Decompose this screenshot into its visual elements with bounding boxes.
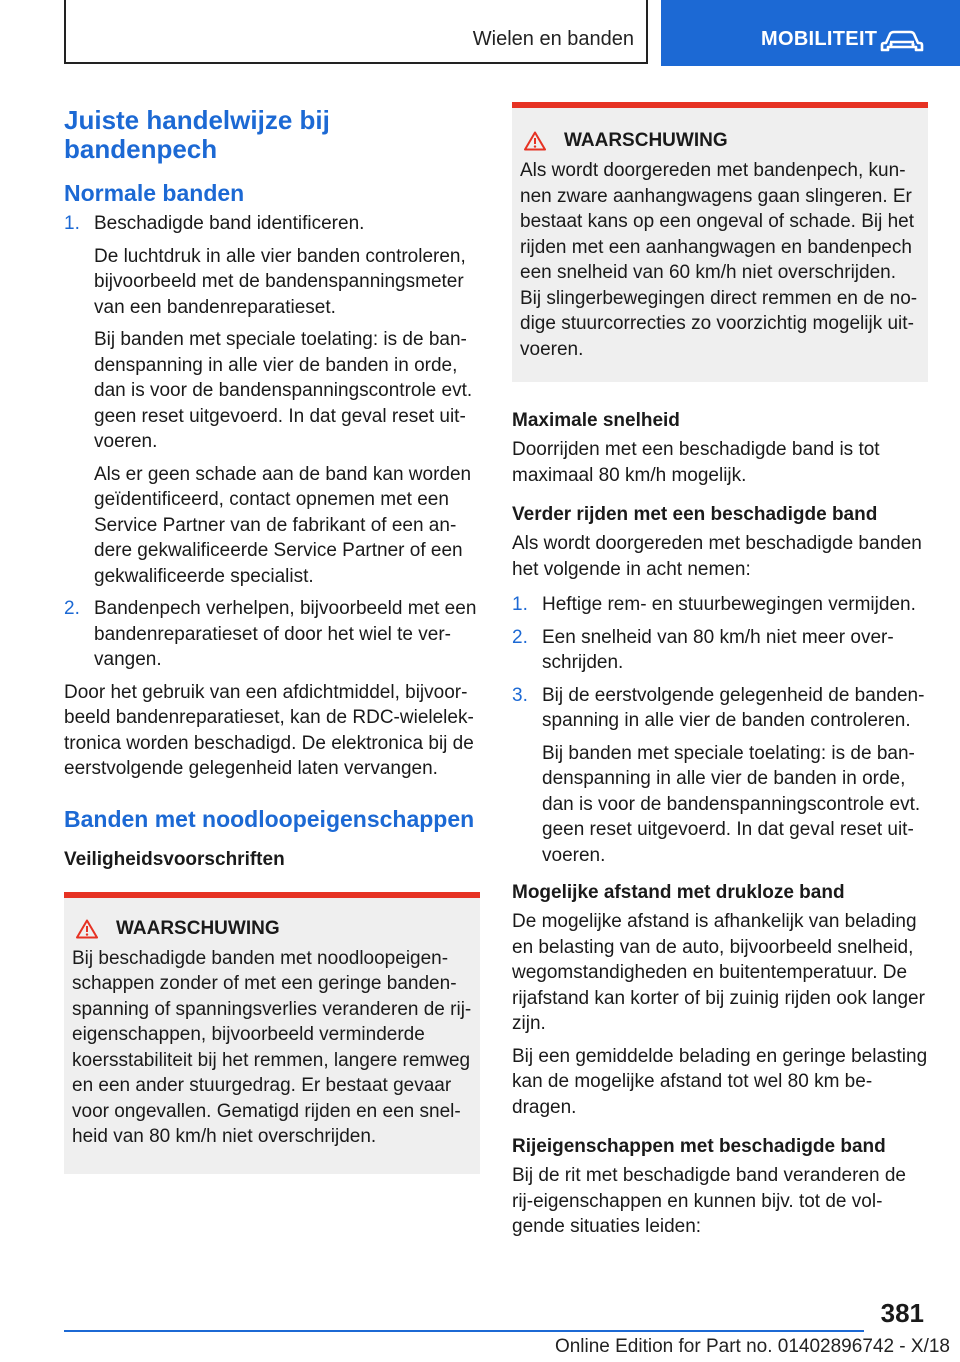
body-paragraph: De mogelijke afstand is afhankelijk van belading en belasting van de auto, bijvoorbeeld snelheid, wegomstandigheden en buitentemperatuur. De rijafstand kan korter of bij zuinig rijden ook langer zijn.	[512, 911, 925, 1034]
car-icon	[880, 29, 924, 53]
warning-label: WAARSCHUWING	[564, 130, 728, 151]
step-paragraph: Als er geen schade aan de band kan worden geïdentificeerd, contact opnemen met een Service Partner van de fabrikant of een andere gekwalificeerde Service Partner of een gekwalificeerde specialist.	[94, 463, 472, 587]
list-item	[64, 211, 480, 237]
list-number: 1.	[512, 594, 528, 615]
list-text: Een snelheid van 80 km/h niet meer overschrijden.	[542, 626, 894, 673]
right-column	[512, 102, 928, 1240]
list-text: Bij de eerstvolgende gelegenheid de bandenspanning in alle vier de banden controleren.	[542, 684, 925, 731]
warning-label: WAARSCHUWING	[116, 917, 280, 939]
body-paragraph: Doorrijden met een beschadigde band is tot maximaal 80 km/h mogelijk.	[512, 439, 880, 486]
body-paragraph: Bij een gemiddelde belading en geringe belasting kan de mogelijke afstand tot wel 80 km bedragen.	[512, 1045, 928, 1118]
warning-box	[512, 102, 928, 382]
body-paragraph: Bij de rit met beschadigde band veranderen de rij-eigenschappen en kunnen bijv. tot de volgende situaties leiden:	[512, 1165, 906, 1237]
list-text: Heftige rem- en stuurbewegingen vermijden.	[542, 594, 916, 615]
warning-header	[520, 130, 920, 152]
step-paragraph: Bij banden met speciale toelating: is de bandenspanning in alle vier de banden in orde, dan is voor de bandenspanningscontrole evt. geen reset uitgevoerd. In dat geval reset uitvoeren.	[94, 329, 473, 452]
heading-continue-driving: Verder rijden met een beschadigde band	[512, 504, 878, 525]
list-item	[512, 592, 928, 618]
body-paragraph: Als wordt doorgereden met beschadigde banden het volgende in acht nemen:	[512, 533, 922, 580]
heading-max-speed: Maximale snelheid	[512, 410, 680, 431]
heading-driving-characteristics: Rijeigenschappen met beschadigde band	[512, 1136, 886, 1157]
warning-header	[72, 918, 472, 940]
heading-safety: Veiligheidsvoorschriften	[64, 848, 285, 870]
body-paragraph: Door het gebruik van een afdichtmiddel, bijvoorbeeld bandenreparatieset, kan de RDC-wielelektronica worden beschadigd. De elektronica bij de eerstvolgende gelegenheid laten vervangen.	[64, 681, 474, 779]
footer-divider	[64, 1330, 864, 1332]
list-number: 3.	[512, 684, 528, 706]
list-number: 1.	[64, 213, 80, 234]
header-section-title: Wielen en banden	[472, 28, 634, 50]
page-number: 381	[880, 1298, 924, 1328]
warning-text: Bij beschadigde banden met noodloopeigenschappen zonder of met een geringe bandenspanning of spanningsverlies veranderen de rijeigenschappen, bijvoorbeeld verminderde koersstabiliteit bij het remmen, langere remweg en een ander stuurgedrag. Er bestaat gevaar voor ongevallen. Gematigd rijden en een snelheid van 80 km/h niet overschrijden.	[72, 947, 472, 1147]
step-paragraph: Bij banden met speciale toelating: is de bandenspanning in alle vier de banden in orde, dan is voor de bandenspanningscontrole evt. geen reset uitgevoerd. In dat geval reset uitvoeren.	[542, 742, 921, 866]
warning-text: Als wordt doorgereden met bandenpech, kunnen zware aanhangwagens gaan slingeren. Er bestaat kans op een ongeval of schade. Bij het rijden met een aanhangwagen en bandenpech een snelheid van 60 km/h niet overschrijden. Bij slingerbewegingen direct remmen en de nodige stuurcorrecties zo voorzichtig mogelijk uitvoeren.	[520, 160, 918, 360]
list-number: 2.	[64, 598, 80, 619]
heading-runflat-tires: Banden met noodloopeigenschappen	[64, 805, 475, 832]
warning-box	[64, 892, 480, 1174]
header-chapter-title: MOBILITEIT	[761, 28, 878, 50]
warning-triangle-icon	[524, 131, 546, 151]
step-paragraph: De luchtdruk in alle vier banden controleren, bijvoorbeeld met de bandenspanningsmeter van een bandenreparatieset.	[94, 245, 466, 318]
heading-normal-tires: Normale banden	[64, 180, 245, 206]
warning-triangle-icon	[76, 919, 98, 939]
footer-edition: Online Edition for Part no. 01402896742 - X/18	[554, 1336, 950, 1357]
page-title: Juiste handelwijze bij bandenpech	[64, 105, 330, 164]
list-item	[512, 683, 928, 734]
list-text: Bandenpech verhelpen, bijvoorbeeld met een bandenreparatieset of door het wiel te vervangen.	[94, 598, 477, 670]
list-text: Beschadigde band identificeren.	[94, 213, 365, 234]
list-item	[64, 596, 480, 673]
header-section-box	[64, 0, 648, 64]
list-item	[512, 625, 928, 676]
left-column	[64, 100, 480, 1174]
heading-possible-distance: Mogelijke afstand met drukloze band	[512, 882, 845, 903]
list-number: 2.	[512, 626, 528, 648]
